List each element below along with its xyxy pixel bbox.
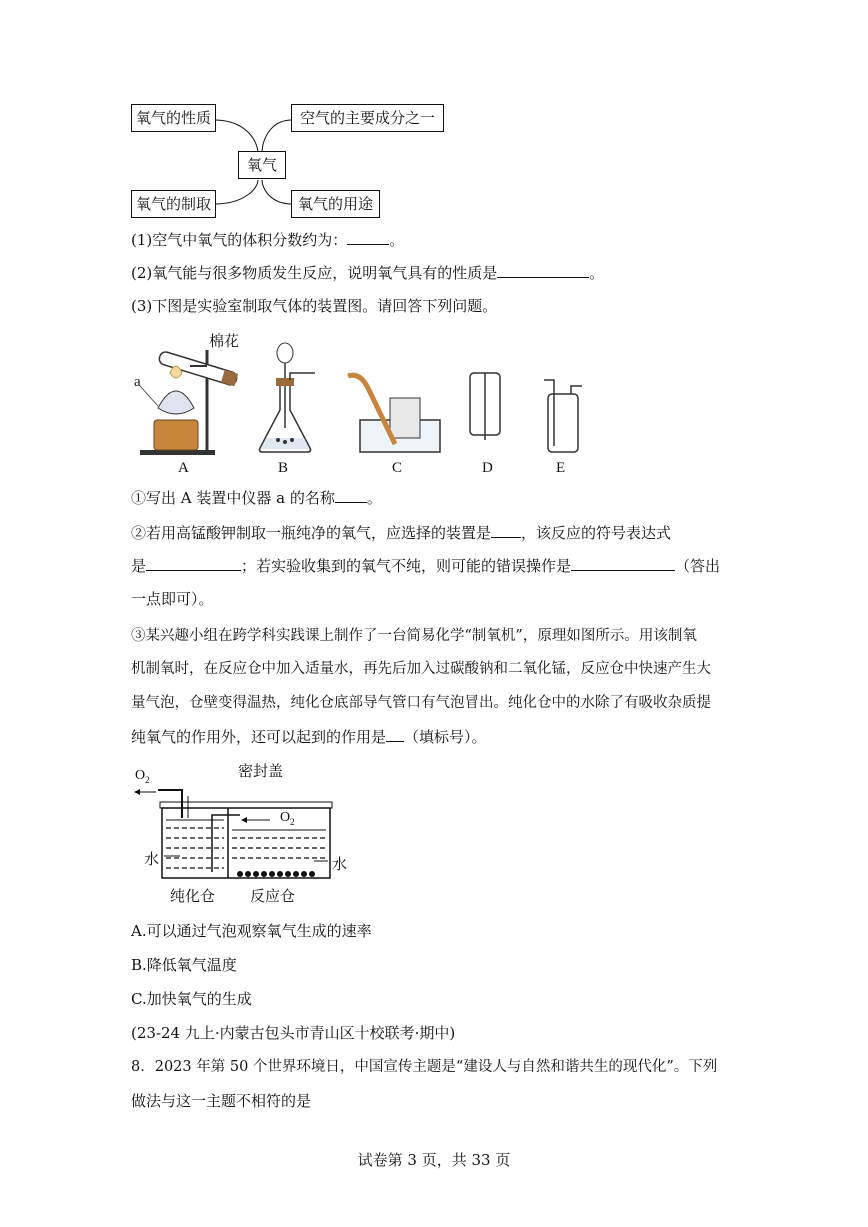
sub-question-2-text: ②若用高锰酸钾制取一瓶纯净的氧气，应选择的装置是 xyxy=(131,524,492,542)
cotton-label: 棉花 xyxy=(209,334,240,350)
question-3: (3)下图是实验室制取气体的装置图。请回答下列问题。 xyxy=(131,297,498,315)
sub-question-2-line2 xyxy=(131,556,720,576)
question-1-end: 。 xyxy=(389,231,405,249)
answer-blank xyxy=(491,523,521,538)
label-a: A xyxy=(178,460,189,476)
page-footer: 试卷第 3 页，共 33 页 xyxy=(357,1151,511,1169)
answer-blank xyxy=(347,230,389,245)
o2-in-label: $O_2$ xyxy=(280,810,295,827)
reaction-chamber-label: 反应仓 xyxy=(250,889,296,905)
water-left-label: 水 xyxy=(144,852,160,868)
question-8-line2: 做法与这一主题不相符的是 xyxy=(131,1092,312,1110)
sub-question-3-line4 xyxy=(131,727,487,747)
answer-blank xyxy=(571,556,675,571)
water-right-label: 水 xyxy=(332,857,348,873)
mindmap-bottom-left: 氧气的制取 xyxy=(131,190,216,218)
answer-blank xyxy=(497,263,589,278)
oxygen-machine-drawing xyxy=(130,760,360,905)
sub-question-2-line3: 一点即可）。 xyxy=(131,590,214,608)
apparatus-figure xyxy=(120,328,600,478)
sub-question-1 xyxy=(131,488,382,508)
option-c: C.加快氧气的生成 xyxy=(131,990,252,1008)
sub-question-2-line1 xyxy=(131,523,671,543)
label-e: E xyxy=(556,460,566,476)
question-2-text: (2)氧气能与很多物质发生反应，说明氧气具有的性质是 xyxy=(131,264,498,282)
instrument-a-label: a xyxy=(134,374,141,390)
apparatus-drawing xyxy=(120,328,600,478)
sub-question-1-end: 。 xyxy=(366,489,382,507)
mindmap-bottom-right: 氧气的用途 xyxy=(291,190,380,218)
label-d: D xyxy=(482,460,493,476)
sub-question-2-line2-start: 是 xyxy=(131,557,147,575)
question-2-end: 。 xyxy=(589,264,605,282)
lid-label: 密封盖 xyxy=(238,764,284,780)
mindmap-center: 氧气 xyxy=(238,151,286,179)
option-a: A.可以通过气泡观察氧气生成的速率 xyxy=(131,922,372,940)
o2-out-label: $O_2$ xyxy=(135,768,150,785)
answer-blank xyxy=(146,556,241,571)
sub-question-3-line2: 机制氧时，在反应仓中加入适量水，再先后加入过碳酸钠和二氧化锰，反应仓中快速产生大 xyxy=(131,661,711,677)
answer-blank xyxy=(386,727,404,742)
mindmap-top-left: 氧气的性质 xyxy=(131,104,216,132)
sub-question-3-line1: ③某兴趣小组在跨学科实践课上制作了一台简易化学“制氧机”，原理如图所示。用该制氧 xyxy=(131,628,697,644)
purify-chamber-label: 纯化仓 xyxy=(170,889,216,905)
sub-question-3-line3: 量气泡，仓壁变得温热，纯化仓底部导气管口有气泡冒出。纯化仓中的水除了有吸收杂质提 xyxy=(131,695,711,711)
sub-question-2-line2-mid: ；若实验收集到的氧气不纯，则可能的错误操作是 xyxy=(241,557,572,575)
question-1 xyxy=(131,230,404,250)
sub-question-3-line4-text: 纯氧气的作用外，还可以起到的作用是 xyxy=(131,728,387,746)
sub-question-1-text: ①写出 A 装置中仪器 a 的名称 xyxy=(131,489,335,507)
option-b: B.降低氧气温度 xyxy=(131,956,237,974)
label-c: C xyxy=(392,460,403,476)
answer-blank xyxy=(335,488,367,503)
sub-question-2-line2-end: （答出 xyxy=(675,557,721,575)
label-b: B xyxy=(278,460,289,476)
question-1-text: (1)空气中氧气的体积分数约为： xyxy=(131,231,348,249)
mindmap-top-right: 空气的主要成分之一 xyxy=(291,104,444,132)
question-8-line1: 8．2023 年第 50 个世界环境日，中国宣传主题是“建设人与自然和谐共生的现代化”。下列 xyxy=(131,1059,718,1075)
question-source: (23-24 九上·内蒙古包头市青山区十校联考·期中) xyxy=(131,1024,456,1042)
question-2 xyxy=(131,263,604,283)
sub-question-2-text-end: ，该反应的符号表达式 xyxy=(521,524,672,542)
oxygen-machine-figure xyxy=(130,760,360,905)
sub-question-3-line4-end: （填标号）。 xyxy=(404,728,487,746)
